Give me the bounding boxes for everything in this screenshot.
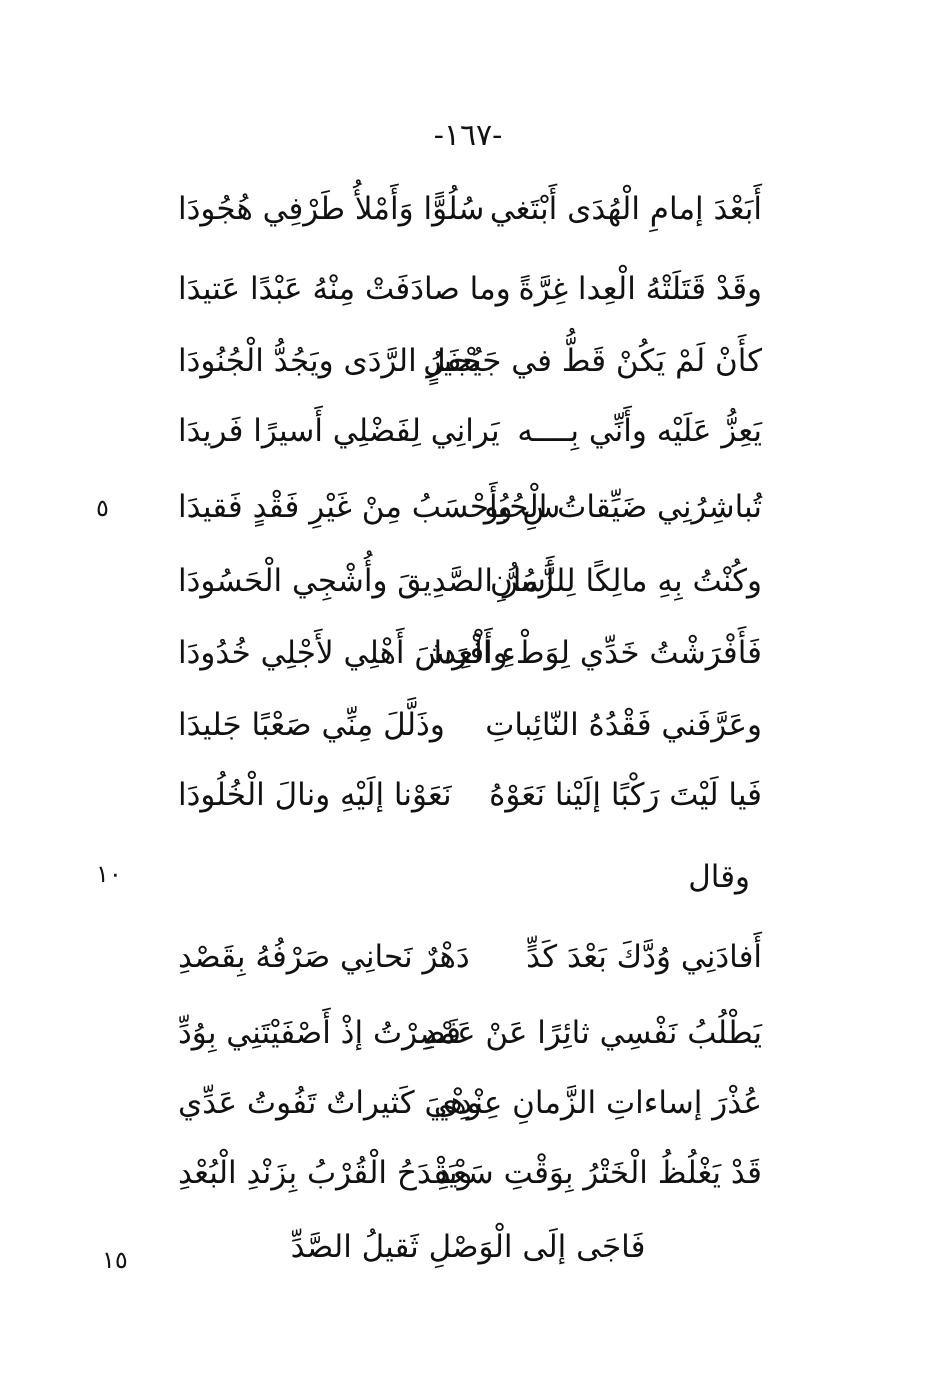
verse-line xyxy=(170,184,770,234)
first-hemistich: وكُنْتُ بِهِ مالِكًا لِلزَّمانِ xyxy=(489,563,762,599)
first-hemistich: فَأَفْرَشْتُ خَدِّي لِوَطْءِ الْعِدا xyxy=(433,635,762,671)
section-heading: وقال xyxy=(688,859,750,895)
first-hemistich: يَعِزُّ عَلَيْه وأَنِّي بِــــه xyxy=(517,413,762,449)
first-hemistich: وقَدْ قَتَلَتْهُ الْعِدا غِرَّةً xyxy=(518,271,762,307)
first-hemistich: عُذْرَ إساءاتِ الزَّمانِ عِنْدِي xyxy=(433,1085,762,1121)
verse-line xyxy=(170,770,770,820)
first-hemistich: أَبَعْدَ إمامِ الْهُدَى أَبْتَغي xyxy=(489,191,762,227)
first-hemistich: تُباشِرُنِي ضَيِّقاتُ الْحُبُو xyxy=(483,489,762,525)
second-hemistich: ويَقْدَحُ الْقُرْبُ بِزَنْدِ الْبُعْدِ xyxy=(178,1155,473,1191)
verse-line xyxy=(170,628,770,678)
first-hemistich: قَدْ يَغْلُظُ الْخَتْرُ بِوَقْتِ سَعْدِ xyxy=(436,1155,762,1191)
second-hemistich: سِ وأَحْسَبُ مِنْ غَيْرِ فَقْدٍ فَقيدَا xyxy=(178,489,561,525)
verse-line xyxy=(170,556,770,606)
second-hemistich: وهْيَ كَثيراتٌ تَفُوتُ عَدِّي xyxy=(178,1085,482,1121)
second-hemistich: يُجيرُ الرَّدَى ويَجُدُّ الْجُنُودَا xyxy=(178,343,482,379)
verse-line xyxy=(170,700,770,750)
first-hemistich: كأَنْ لَمْ يَكُنْ قَطُّ في جَحْفَلٍ xyxy=(423,343,762,379)
second-hemistich: وأَفْرَشَ أَهْلِي لأَجْلِي خُدُودَا xyxy=(178,635,508,671)
first-hemistich: أَفادَنِي وُدَّكَ بَعْدَ كَدٍّ xyxy=(526,939,762,975)
first-hemistich: فَيا لَيْتَ رَكْبًا إلَيْنا نَعَوْهُ xyxy=(489,777,762,813)
final-hemistich: فَاجَى إلَى الْوَصْلِ ثَقيلُ الصَّدِّ xyxy=(290,1229,646,1265)
page-number: -١٦٧- xyxy=(433,118,503,153)
verse-line xyxy=(170,406,770,456)
verse-line xyxy=(170,264,770,314)
verse-line xyxy=(170,932,770,982)
second-hemistich: فَصِرْتُ إذْ أَصْفَيْتَنِي بِوُدِّ xyxy=(178,1015,461,1051)
second-hemistich: وذَلَّلَ مِنِّي صَعْبًا جَليدَا xyxy=(178,707,445,743)
second-hemistich: يَرانِي لِفَضْلِي أَسيرًا فَريدَا xyxy=(178,413,500,449)
second-hemistich: نَعَوْنا إلَيْهِ ونالَ الْخُلُودَا xyxy=(178,777,452,813)
verse-line xyxy=(170,1008,770,1058)
verse-line xyxy=(170,482,770,532)
second-hemistich: وما صادَفَتْ مِنْهُ عَبْدًا عَتيدَا xyxy=(178,271,511,307)
second-hemistich: أَسُرُّ الصَّدِيقَ وأُشْجِي الْحَسُودَا xyxy=(178,563,555,599)
first-hemistich: يَطْلُبُ نَفْسِي ثائِرًا عَنْ عَمْدِ xyxy=(422,1015,762,1051)
verse-line xyxy=(170,1148,770,1198)
line-marker-10: ١٠ xyxy=(96,860,122,888)
second-hemistich: سُلُوًّا وَأَمْلأُ طَرْفِي هُجُودَا xyxy=(178,191,485,227)
verse-line xyxy=(170,336,770,386)
second-hemistich: دَهْرٌ نَحانِي صَرْفُهُ بِقَصْدِ xyxy=(178,939,470,975)
verse-line xyxy=(170,1078,770,1128)
first-hemistich: وعَرَّفَني فَقْدُهُ النّائِباتِ xyxy=(485,707,762,743)
line-marker-5: ٥ xyxy=(96,494,109,522)
line-marker-15: ١٥ xyxy=(102,1246,128,1274)
